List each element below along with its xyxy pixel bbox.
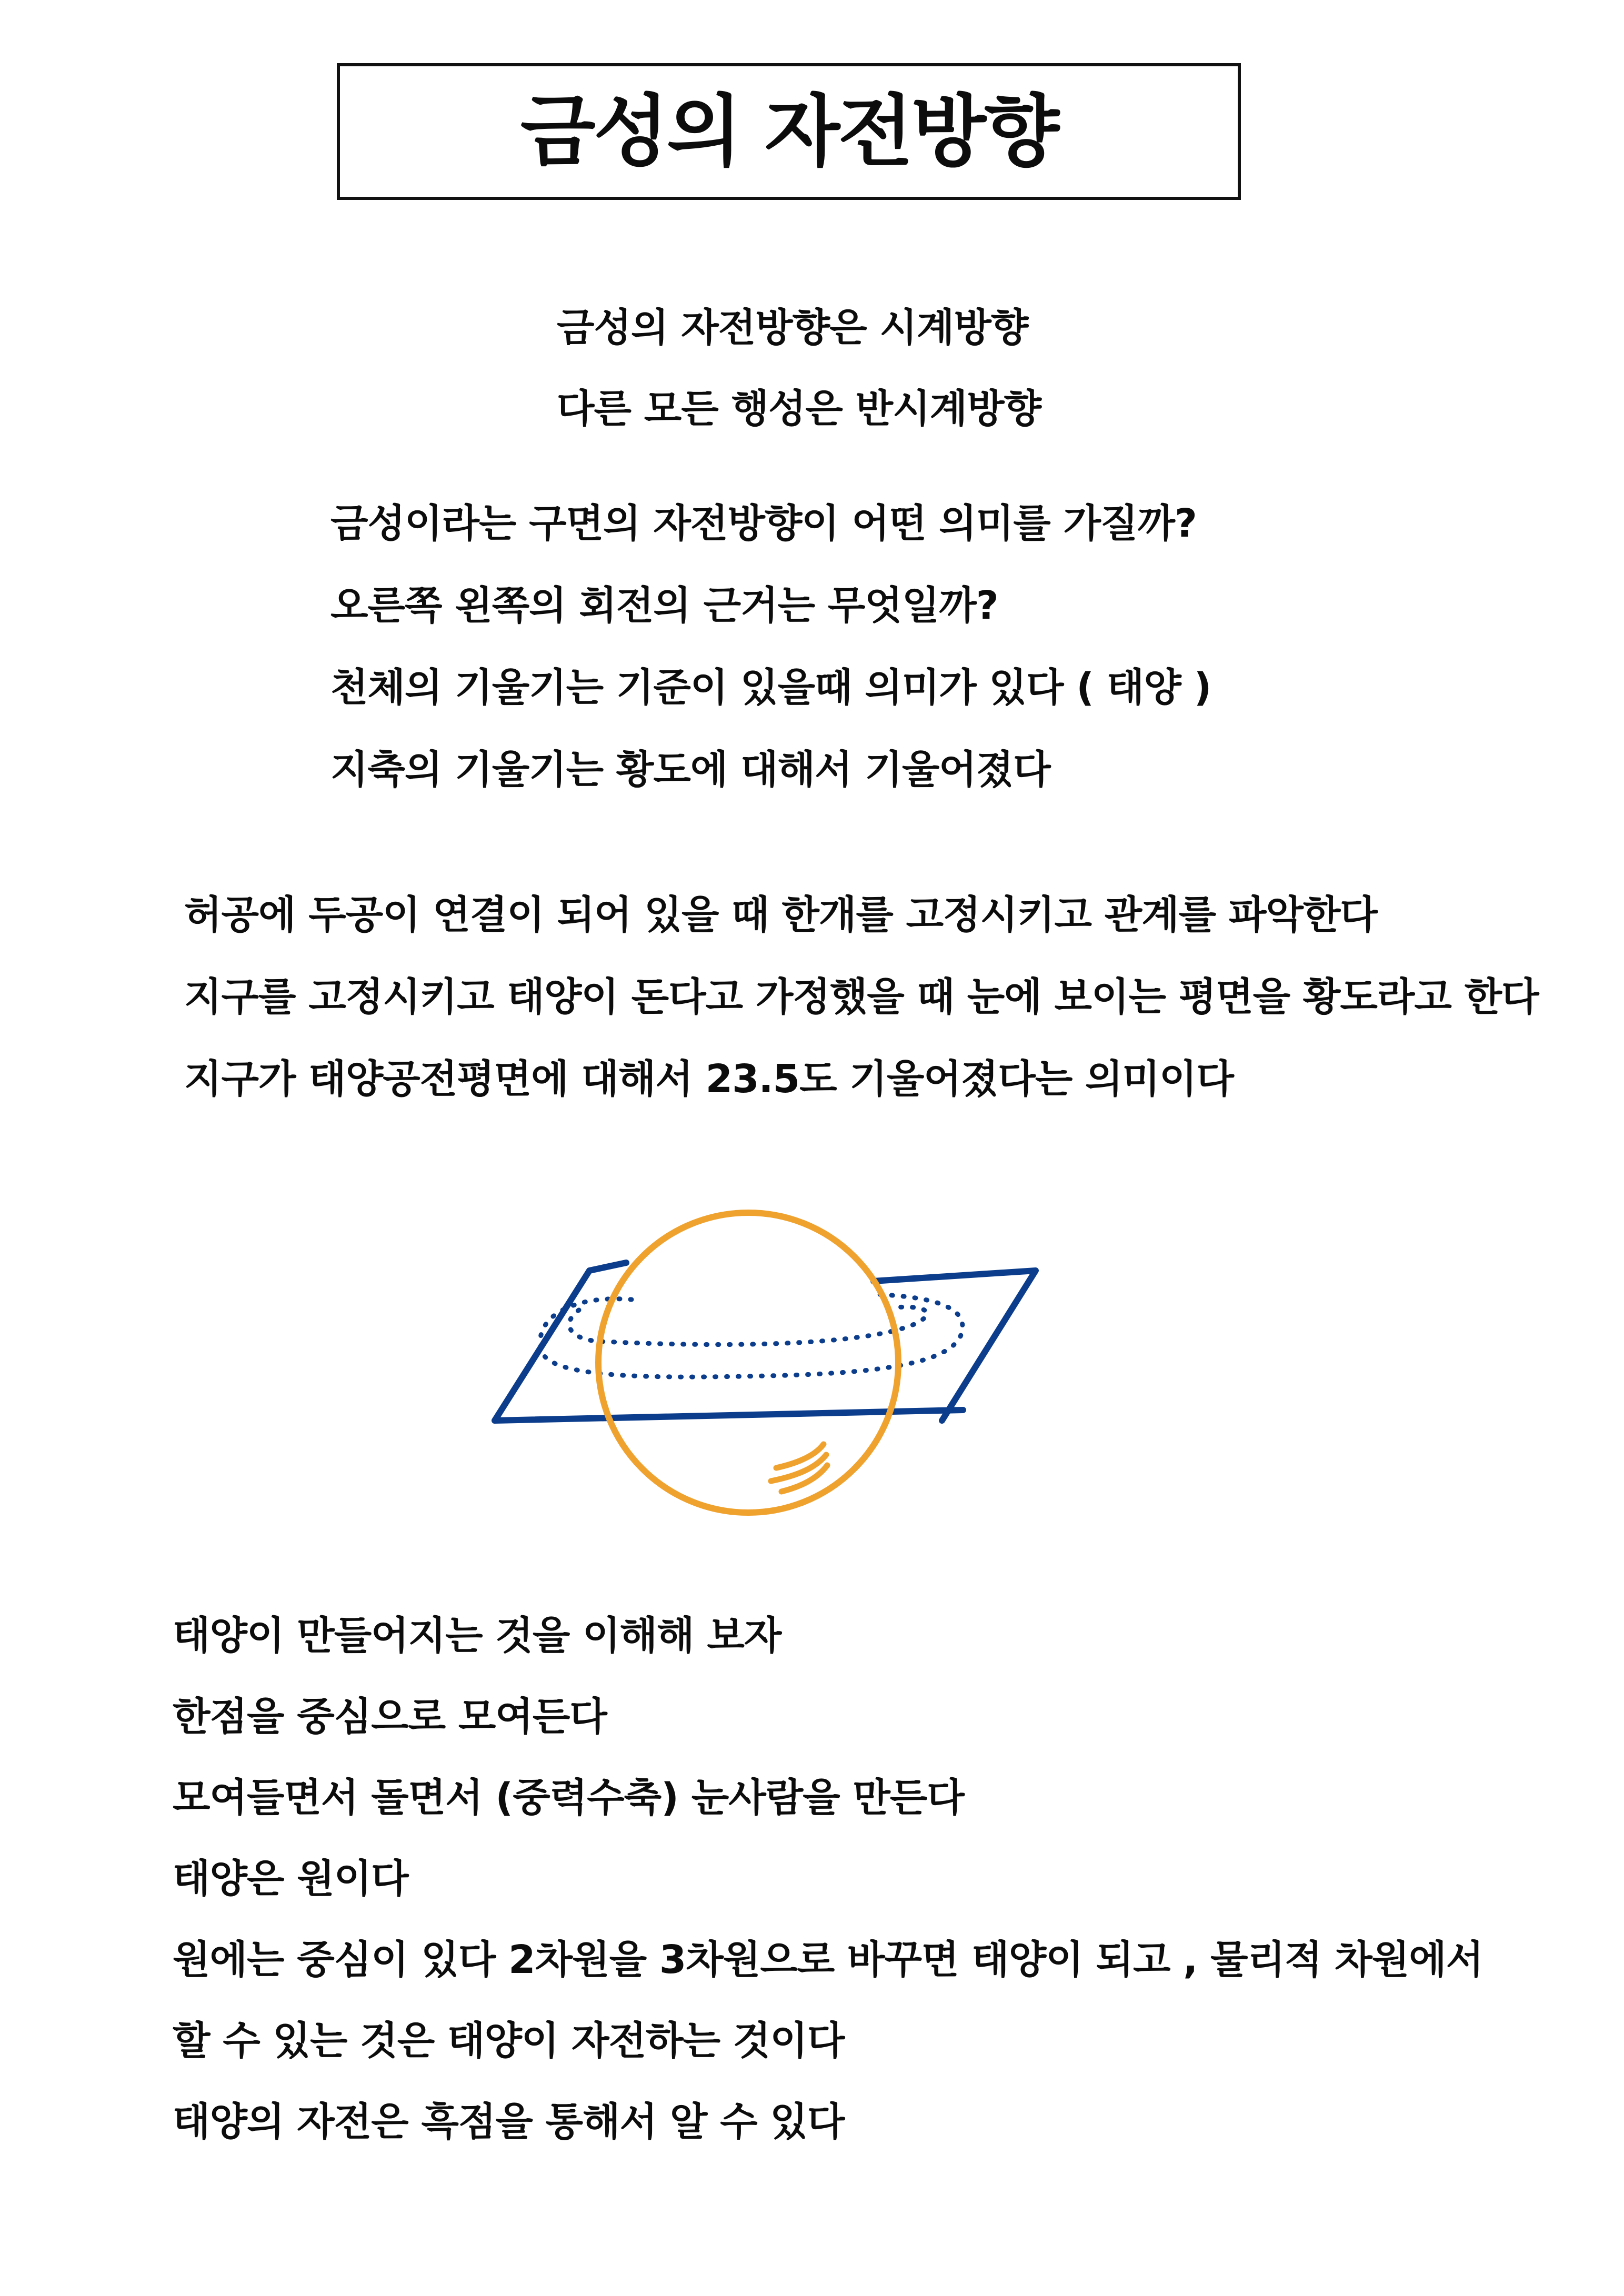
question-line: 천체의 기울기는 기준이 있을때 의미가 있다 ( 태양 ) bbox=[330, 665, 1211, 710]
sun-line: 태양의 자전은 흑점을 통해서 알 수 있다 bbox=[173, 2099, 845, 2144]
sun-sphere bbox=[598, 1213, 898, 1513]
question-line: 지축의 기울기는 황도에 대해서 기울어졌다 bbox=[330, 747, 1050, 792]
sun-line: 한점을 중심으로 모여든다 bbox=[173, 1694, 607, 1739]
question-line: 오른쪽 왼쪽의 회전의 근거는 무엇일까? bbox=[330, 583, 998, 628]
page-title: 금성의 자전방향 bbox=[520, 86, 1058, 177]
question-line: 금성이라는 구면의 자전방향이 어떤 의미를 가질까? bbox=[330, 501, 1197, 546]
ecliptic-line: 지구를 고정시키고 태양이 돈다고 가정했을 때 눈에 보이는 평면을 황도라고 한다 bbox=[184, 974, 1539, 1020]
sun-line: 원에는 중심이 있다 2차원을 3차원으로 바꾸면 태양이 되고 , 물리적 차원에서 bbox=[173, 1937, 1483, 1982]
ecliptic-line: 허공에 두공이 연결이 되어 있을 때 한개를 고정시키고 관계를 파악한다 bbox=[184, 892, 1377, 938]
ecliptic-line: 지구가 태양공전평면에 대해서 23.5도 기울어졌다는 의미이다 bbox=[184, 1056, 1234, 1102]
title-box bbox=[337, 63, 1241, 200]
orbit-path bbox=[569, 1307, 927, 1344]
sun-line: 모여들면서 돌면서 (중력수축) 눈사람을 만든다 bbox=[173, 1775, 964, 1820]
sun-line: 태양은 원이다 bbox=[173, 1856, 408, 1901]
ecliptic-sketch bbox=[474, 1189, 1052, 1536]
intro-line: 다른 모든 행성은 반시계방향 bbox=[557, 386, 1041, 431]
sun-line: 태양이 만들어지는 것을 이해해 보자 bbox=[173, 1613, 781, 1658]
intro-line: 금성의 자전방향은 시계방향 bbox=[557, 305, 1028, 350]
sun-line: 할 수 있는 것은 태양이 자전하는 것이다 bbox=[173, 2018, 845, 2063]
spin-marks bbox=[771, 1444, 827, 1492]
